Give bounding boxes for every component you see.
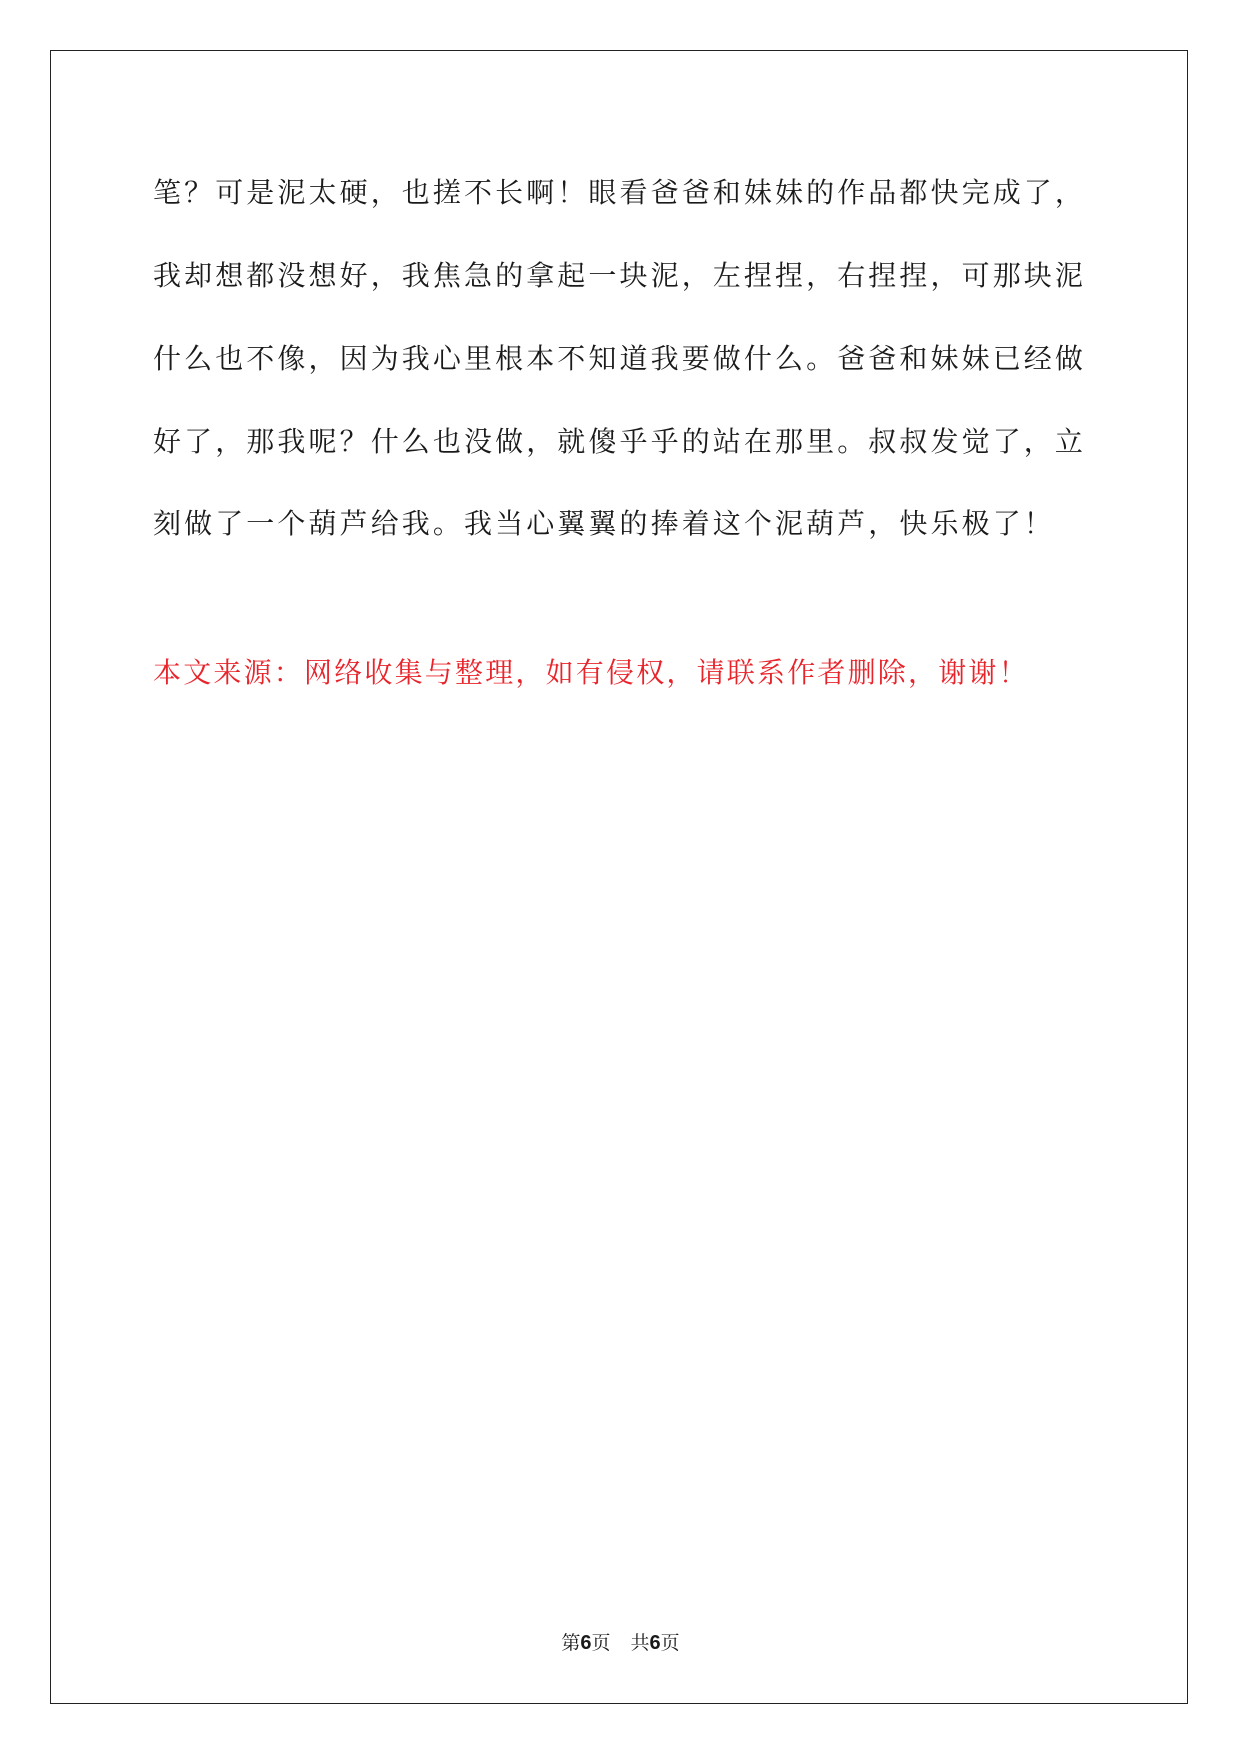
paragraph-line-5: 刻做了一个葫芦给我。我当心翼翼的捧着这个泥葫芦，快乐极了！ [153, 507, 1055, 540]
page-border [50, 50, 1188, 1704]
page-footer [0, 1631, 1241, 1655]
total-pages-number: 6 [649, 1632, 661, 1654]
paragraph-line-1: 笔？可是泥太硬，也搓不长啊！眼看爸爸和妹妹的作品都快完成了， [153, 176, 1087, 209]
page-prefix: 第 [561, 1632, 581, 1654]
page-suffix: 页 [591, 1632, 611, 1654]
paragraph-line-4: 好了，那我呢？什么也没做，就傻乎乎的站在那里。叔叔发觉了，立 [153, 425, 1087, 458]
paragraph-line-2: 我却想都没想好，我焦急的拿起一块泥，左捏捏，右捏捏，可那块泥 [153, 259, 1087, 292]
total-prefix: 共 [630, 1632, 650, 1654]
paragraph-line-3: 什么也不像，因为我心里根本不知道我要做什么。爸爸和妹妹已经做 [153, 342, 1087, 375]
total-suffix: 页 [660, 1632, 680, 1654]
source-disclaimer: 本文来源：网络收集与整理，如有侵权，请联系作者删除，谢谢！ [153, 656, 1029, 689]
current-page-number: 6 [580, 1632, 592, 1654]
